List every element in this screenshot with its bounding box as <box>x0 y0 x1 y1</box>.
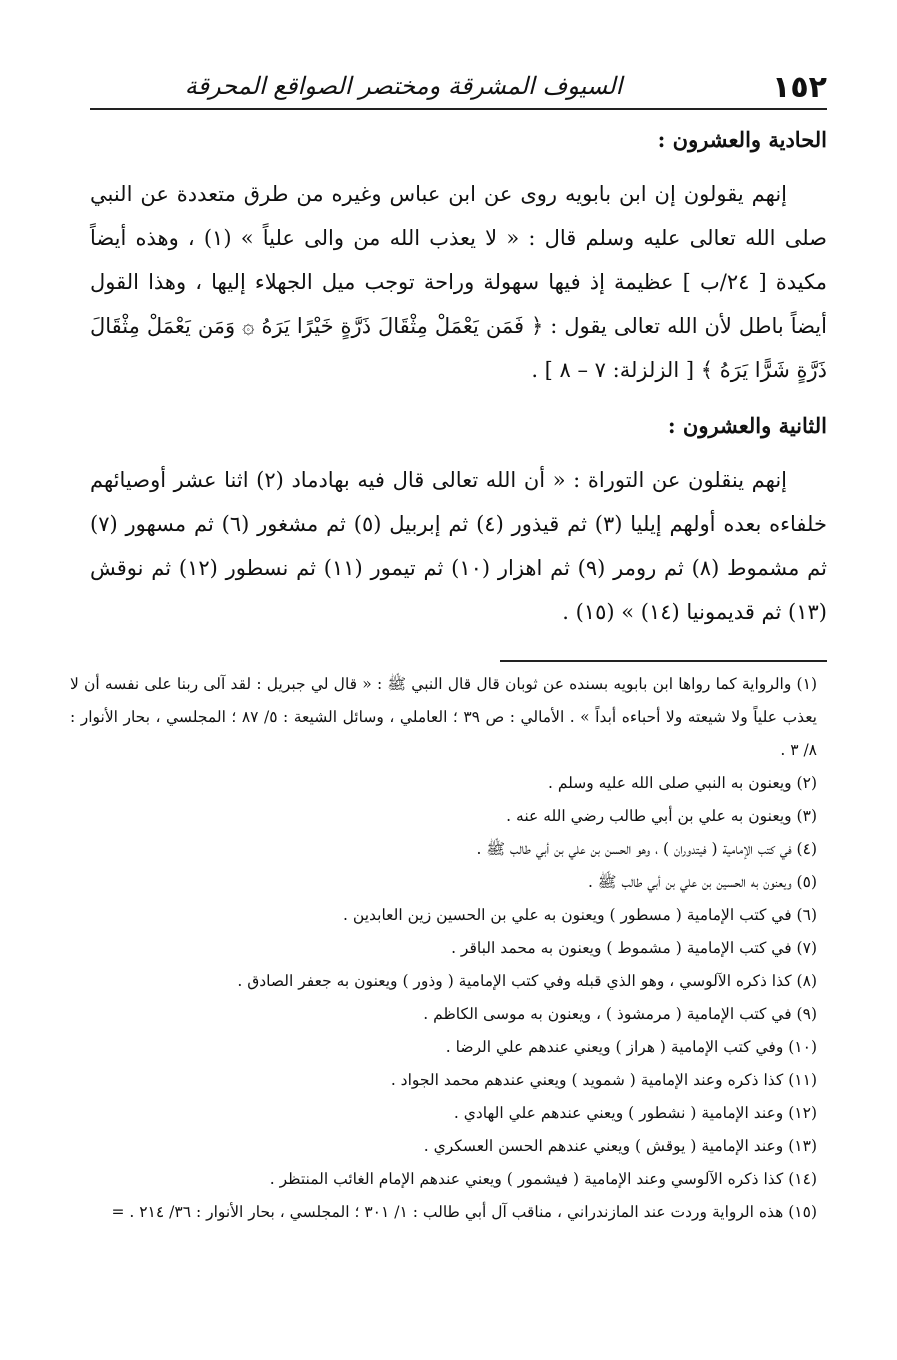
footnote: (٥) ويعنون به الحسين بن علي بن أبي طالب ﷺ . <box>587 873 817 891</box>
footnote: (٨) كذا ذكره الآلوسي ، وهو الذي قبله وفي كتب الإمامية ( وذور ) ويعنون به جعفر الصادق . <box>237 972 817 990</box>
footnote: (١٠) وفي كتب الإمامية ( هراز ) ويعني عندهم علي الرضا . <box>445 1038 817 1056</box>
footnote: (١٣) وعند الإمامية ( يوقش ) ويعني عندهم الحسن العسكري . <box>423 1137 817 1155</box>
footnote: (٤) في كتب الإمامية ( فيتدوران ) ، وهو الحسن بن علي بن أبي طالب ﷺ . <box>476 840 817 858</box>
header-rule <box>90 108 827 110</box>
section-paragraph: إنهم ينقلون عن التوراة : « أن الله تعالى قال فيه بهادماد (٢) اثنا عشر أوصيائهم خلفاءه بعده أولهم إيليا (٣) ثم قيذور (٤) ثم إبربيل (٥) ثم مشغور (٦) ثم مسهور (٧) ثم مشموط (٨) ثم رومر (٩) ثم اهزار (١٠) ثم تيمور (١١) ثم نسطور (١٢) ثم نوقش (١٣) ثم قديمونيا (١٤) » (١٥) . <box>90 468 828 624</box>
section-gap <box>90 400 827 408</box>
footnote: (٦) في كتب الإمامية ( مسطور ) ويعنون به علي بن الحسين زين العابدين . <box>343 906 817 924</box>
footnote: (١) والرواية كما رواها ابن بابويه بسنده عن ثوبان قال قال النبي ﷺ : « قال لي جبريل : لقد آلى ربنا على نفسه أن لا يعذب علياً ولا شيعته ولا أحباءه أبداً » . الأمالي : ص ٣٩ ؛ العاملي ، وسائل الشيعة : ٥/ ٨٧ ؛ المجلسي ، بحار الأنوار : ٨/ ٣ . <box>70 675 817 759</box>
section-heading: الثانية والعشرون : <box>667 413 827 438</box>
footnote: (٣) ويعنون به علي بن أبي طالب رضي الله عنه . <box>506 807 817 825</box>
page-header <box>90 66 827 106</box>
footnote: (١٢) وعند الإمامية ( نشطور ) ويعني عندهم علي الهادي . <box>453 1104 817 1122</box>
main-text <box>90 122 827 642</box>
section-heading: الحادية والعشرون : <box>657 127 827 152</box>
running-title: السيوف المشرقة ومختصر الصواقع المحرقة <box>184 72 623 100</box>
footnote: (٩) في كتب الإمامية ( مرمشوذ ) ، ويعنون به موسى الكاظم . <box>423 1005 817 1023</box>
footnotes <box>70 668 817 1229</box>
footnote: (١١) كذا ذكره وعند الإمامية ( شمويد ) ويعني عندهم محمد الجواد . <box>390 1071 817 1089</box>
footnote-rule <box>500 660 827 662</box>
page-number: ١٥٢ <box>772 70 827 105</box>
footnote: (٧) في كتب الإمامية ( مشموط ) ويعنون به محمد الباقر . <box>451 939 817 957</box>
footnote: (١٤) كذا ذكره الآلوسي وعند الإمامية ( فيشمور ) ويعني عندهم الإمام الغائب المنتظر . <box>269 1170 817 1188</box>
section-paragraph: إنهم يقولون إن ابن بابويه روى عن ابن عباس وغيره من طرق متعددة عن النبي صلى الله تعالى عليه وسلم قال : « لا يعذب الله من والى علياً » (١) ، وهذه أيضاً مكيدة [ ٢٤/ب ] عظيمة إذ فيها سهولة وراحة توجب ميل الجهلاء إليها ، وهذا القول أيضاً باطل لأن الله تعالى يقول : ﴿ فَمَن يَعْمَلْ مِثْقَالَ ذَرَّةٍ خَيْرًا يَرَهُ ۞ وَمَن يَعْمَلْ مِثْقَالَ ذَرَّةٍ شَرًّا يَرَهُ ﴾ [ الزلزلة: ٧ – ٨ ] . <box>90 182 827 382</box>
footnote: (١٥) هذه الرواية وردت عند المازندراني ، مناقب آل أبي طالب : ١/ ٣٠١ ؛ المجلسي ، بحار الأنوار : ٣٦/ ٢١٤ . = <box>111 1203 817 1221</box>
footnote: (٢) ويعنون به النبي صلى الله عليه وسلم . <box>547 774 817 792</box>
